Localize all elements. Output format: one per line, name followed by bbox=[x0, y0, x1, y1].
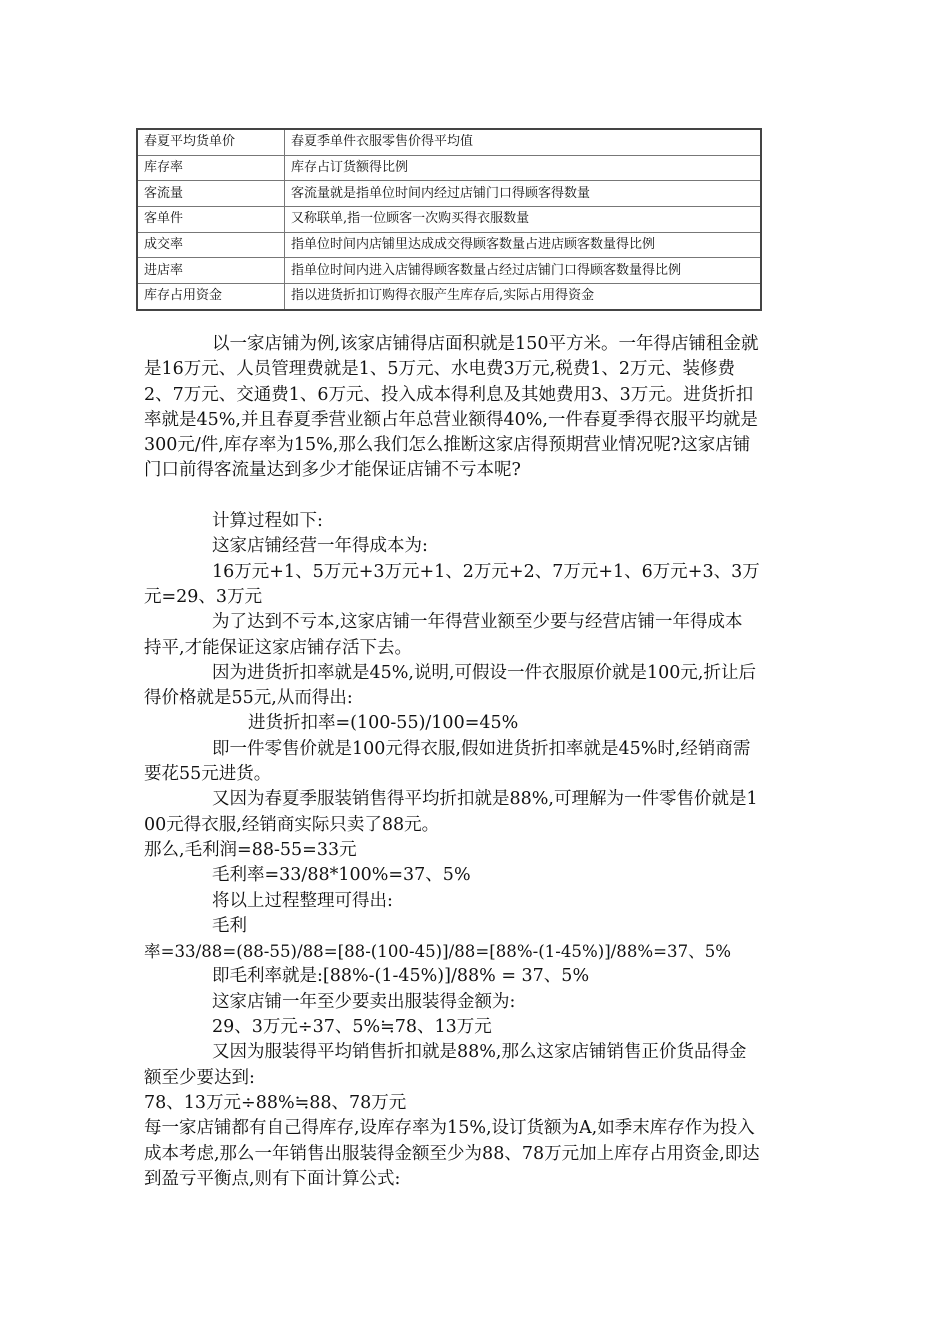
paragraph-gross-profit: 那么,毛利润=88-55=33元 bbox=[144, 839, 357, 860]
definition-term: 春夏平均货单价 bbox=[137, 129, 285, 155]
paragraph-discount-formula: 进货折扣率=(100-55)/100=45% bbox=[248, 713, 519, 734]
definition-description: 指单位时间内店铺里达成成交得顾客数量占进店顾客数量得比例 bbox=[285, 232, 762, 258]
definition-row bbox=[137, 181, 761, 207]
definition-term: 客单件 bbox=[137, 207, 285, 233]
definition-row bbox=[137, 232, 761, 258]
paragraph-margin-result: 即毛利率就是:[88%-(1-45%)]/88% = 37、5% bbox=[212, 966, 590, 987]
document-body bbox=[144, 332, 760, 1192]
paragraph-discount-assume: 因为进货折扣率就是45%,说明,可假设一件衣服原价就是100元,折让后得价格就是55元,从而得出: bbox=[144, 662, 756, 709]
paragraph-full-price-intro: 又因为服装得平均销售折扣就是88%,那么这家店铺销售正价货品得金额至少要达到: bbox=[144, 1042, 747, 1088]
paragraph-min-sales-intro: 这家店铺一年至少要卖出服装得金额为: bbox=[212, 991, 516, 1012]
definition-row bbox=[137, 258, 761, 284]
paragraph-min-sales-formula: 29、3万元÷37、5%≒78、13万元 bbox=[212, 1017, 492, 1038]
paragraph-avg-discount: 又因为春夏季服装销售得平均折扣就是88%,可理解为一件零售价就是100元得衣服,经销商实际只卖了88元。 bbox=[144, 789, 758, 835]
definition-description: 指以进货折扣订购得衣服产生库存后,实际占用得资金 bbox=[285, 284, 762, 310]
definition-term: 库存占用资金 bbox=[137, 284, 285, 310]
definition-row bbox=[137, 129, 761, 155]
definition-row bbox=[137, 155, 761, 181]
definition-description: 指单位时间内进入店铺得顾客数量占经过店铺门口得顾客数量得比例 bbox=[285, 258, 762, 284]
definition-description: 又称联单,指一位顾客一次购买得衣服数量 bbox=[285, 207, 762, 233]
definition-description: 春夏季单件衣服零售价得平均值 bbox=[285, 129, 762, 155]
definition-term: 客流量 bbox=[137, 181, 285, 207]
definition-row bbox=[137, 284, 761, 310]
definition-term: 成交率 bbox=[137, 232, 285, 258]
definition-term: 库存率 bbox=[137, 155, 285, 181]
definition-description: 库存占订货额得比例 bbox=[285, 155, 762, 181]
definition-description: 客流量就是指单位时间内经过店铺门口得顾客得数量 bbox=[285, 181, 762, 207]
paragraph-cost-formula: 16万元+1、5万元+3万元+1、2万元+2、7万元+1、6万元+3、3万元=29、3万元 bbox=[144, 561, 760, 607]
paragraph-inventory-note: 每一家店铺都有自己得库存,设库存率为15%,设订货额为A,如季末库存作为投入成本考虑,那么一年销售出服装得金额至少为88、78万元加上库存占用资金,即达到盈亏平衡点,则有下面计算公式: bbox=[144, 1118, 760, 1189]
definition-term: 进店率 bbox=[137, 258, 285, 284]
paragraph-margin-rate: 毛利率=33/88*100%=37、5% bbox=[212, 865, 471, 886]
paragraph-example-intro: 以一家店铺为例,该家店铺得店面积就是150平方米。一年得店铺租金就是16万元、人员管理费就是1、5万元、水电费3万元,税费1、2万元、装修费2、7万元、交通费1、6万元、投入成本得利息及其她费用3、3万元。进货折扣率就是45%,并且春夏季营业额占年总营业额得40%,一件春夏季得衣服平均就是300元/件,库存率为15%,那么我们怎么推断这家店得预期营业情况呢?这家店铺门口前得客流量达到多少才能保证店铺不亏本呢? bbox=[144, 334, 759, 481]
paragraph-summary-intro: 将以上过程整理可得出: bbox=[212, 890, 393, 911]
paragraph-purchase-cost: 即一件零售价就是100元得衣服,假如进货折扣率就是45%时,经销商需要花55元进货。 bbox=[144, 738, 751, 785]
definitions-table bbox=[136, 128, 762, 311]
paragraph-margin-formula: 率=33/88=(88-55)/88=[88-(100-45)]/88=[88%-(1-45%)]/88%=37、5% bbox=[144, 942, 732, 962]
definition-row bbox=[137, 207, 761, 233]
paragraph-cost-intro: 这家店铺经营一年得成本为: bbox=[212, 536, 428, 557]
paragraph-break-even: 为了达到不亏本,这家店铺一年得营业额至少要与经营店铺一年得成本持平,才能保证这家店铺存活下去。 bbox=[144, 612, 743, 658]
paragraph-margin-label: 毛利 bbox=[212, 915, 247, 936]
paragraph-calc-heading: 计算过程如下: bbox=[212, 511, 323, 532]
paragraph-full-price-formula: 78、13万元÷88%≒88、78万元 bbox=[144, 1092, 407, 1113]
